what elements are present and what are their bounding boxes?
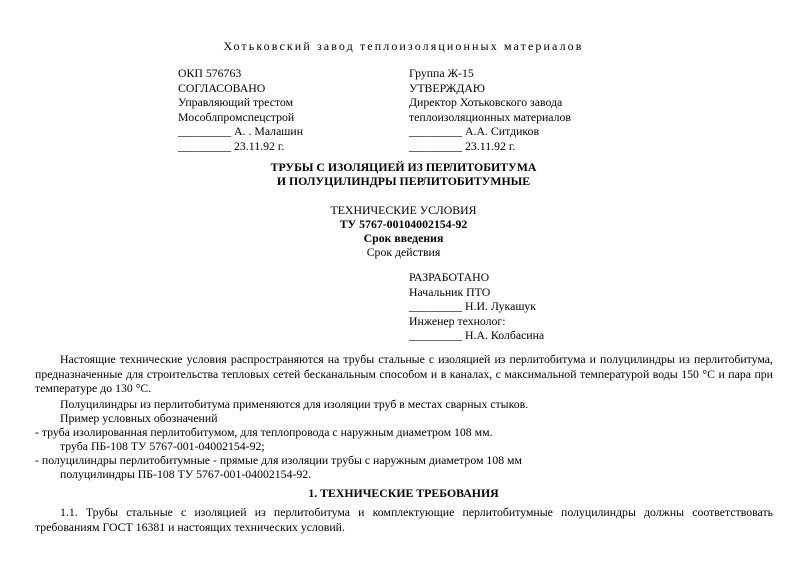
agreed-signature: _________ А. . Малашин <box>178 124 304 138</box>
approved-org: теплоизоляционных материалов <box>409 109 571 124</box>
engineer-role: Инженер технолог: <box>409 313 506 328</box>
agreed-date: _________ 23.11.92 г. <box>178 138 285 153</box>
intro-date-label: Срок введения <box>363 231 444 245</box>
agreed-org: Мособлпромспецстрой <box>178 109 295 124</box>
spec-label: ТЕХНИЧЕСКИЕ УСЛОВИЯ <box>330 203 477 217</box>
okp-code: ОКП 576763 <box>178 66 242 80</box>
body-paragraph-halfcylinders <box>35 397 773 412</box>
designation-halfcylinders <box>35 467 773 482</box>
agreed-label: СОГЛАСОВАНО <box>178 80 266 95</box>
developed-label: РАЗРАБОТАНО <box>409 270 490 284</box>
body-paragraph-scope <box>35 352 773 396</box>
developed-block <box>409 270 544 343</box>
validity-label: Срок действия <box>366 245 441 259</box>
engineer-signature: _________ Н.А. Колбасина <box>409 328 545 342</box>
section-1-paragraph-1 <box>35 505 773 534</box>
head-signature: _________ Н.И. Лукашук <box>409 299 537 313</box>
example-text: Пример условных обозначений <box>60 411 218 425</box>
factory-header: Хотьковский завод теплоизоляционных материалов <box>223 39 584 53</box>
agreed-block <box>178 66 303 153</box>
list-item-halfcylinders: - полуцилиндры перлитобитумные - прямые для изоляции трубы с наружным диаметром 108 мм <box>35 453 522 467</box>
list-item-pipe: - труба изолированная перлитобитумом, для теплопровода с наружным диаметром 108 мм. <box>35 425 493 439</box>
section-1-title: 1. ТЕХНИЧЕСКИЕ ТРЕБОВАНИЯ <box>308 486 499 500</box>
head-role: Начальник ПТО <box>409 284 491 299</box>
designation-pipe <box>35 439 773 454</box>
document-title-line-2: И ПОЛУЦИЛИНДРЫ ПЕРЛИТОБИТУМНЫЕ <box>276 174 531 188</box>
approved-label: УТВЕРЖДАЮ <box>409 80 486 95</box>
approved-date: _________ 23.11.92 г. <box>409 138 516 153</box>
approved-block <box>409 66 571 153</box>
group-code: Группа Ж-15 <box>409 66 474 80</box>
pipe-designation-text: труба ПБ-108 ТУ 5767-001-04002154-92; <box>60 439 265 453</box>
halfcylinders-text: Полуцилиндры из перлитобитума применяются для изоляции труб в местах сварных стыков. <box>60 397 529 411</box>
approved-position: Директор Хотьковского завода <box>409 95 563 109</box>
approved-signature: _________ А.А. Ситдиков <box>409 124 540 138</box>
halfcylinders-designation-text: полуцилиндры ПБ-108 ТУ 5767-001-04002154-92. <box>60 467 312 481</box>
section-1-text: 1.1. Трубы стальные с изоляцией из перлитобитума и комплектующие перлитобитумные полуцилиндры должны соответствовать требованиям ГОСТ 16381 и настоящих технических условий. <box>35 505 773 534</box>
body-paragraph-example <box>35 411 773 426</box>
document-title-line-1: ТРУБЫ С ИЗОЛЯЦИЕЙ ИЗ ПЕРЛИТОБИТУМА <box>270 160 537 174</box>
agreed-position: Управляющий трестом <box>178 95 294 109</box>
scope-text: Настоящие технические условия распространяются на трубы стальные с изоляцией из перлитобитума и полуцилиндры из перлитобитума, предназначенные для строительства тепловых сетей бесканальным способом и в каналах, с максимальной температурой воды 150 °С и пара при температуре до 130 °С. <box>35 352 773 395</box>
spec-code: ТУ 5767-00104002154-92 <box>339 217 468 231</box>
